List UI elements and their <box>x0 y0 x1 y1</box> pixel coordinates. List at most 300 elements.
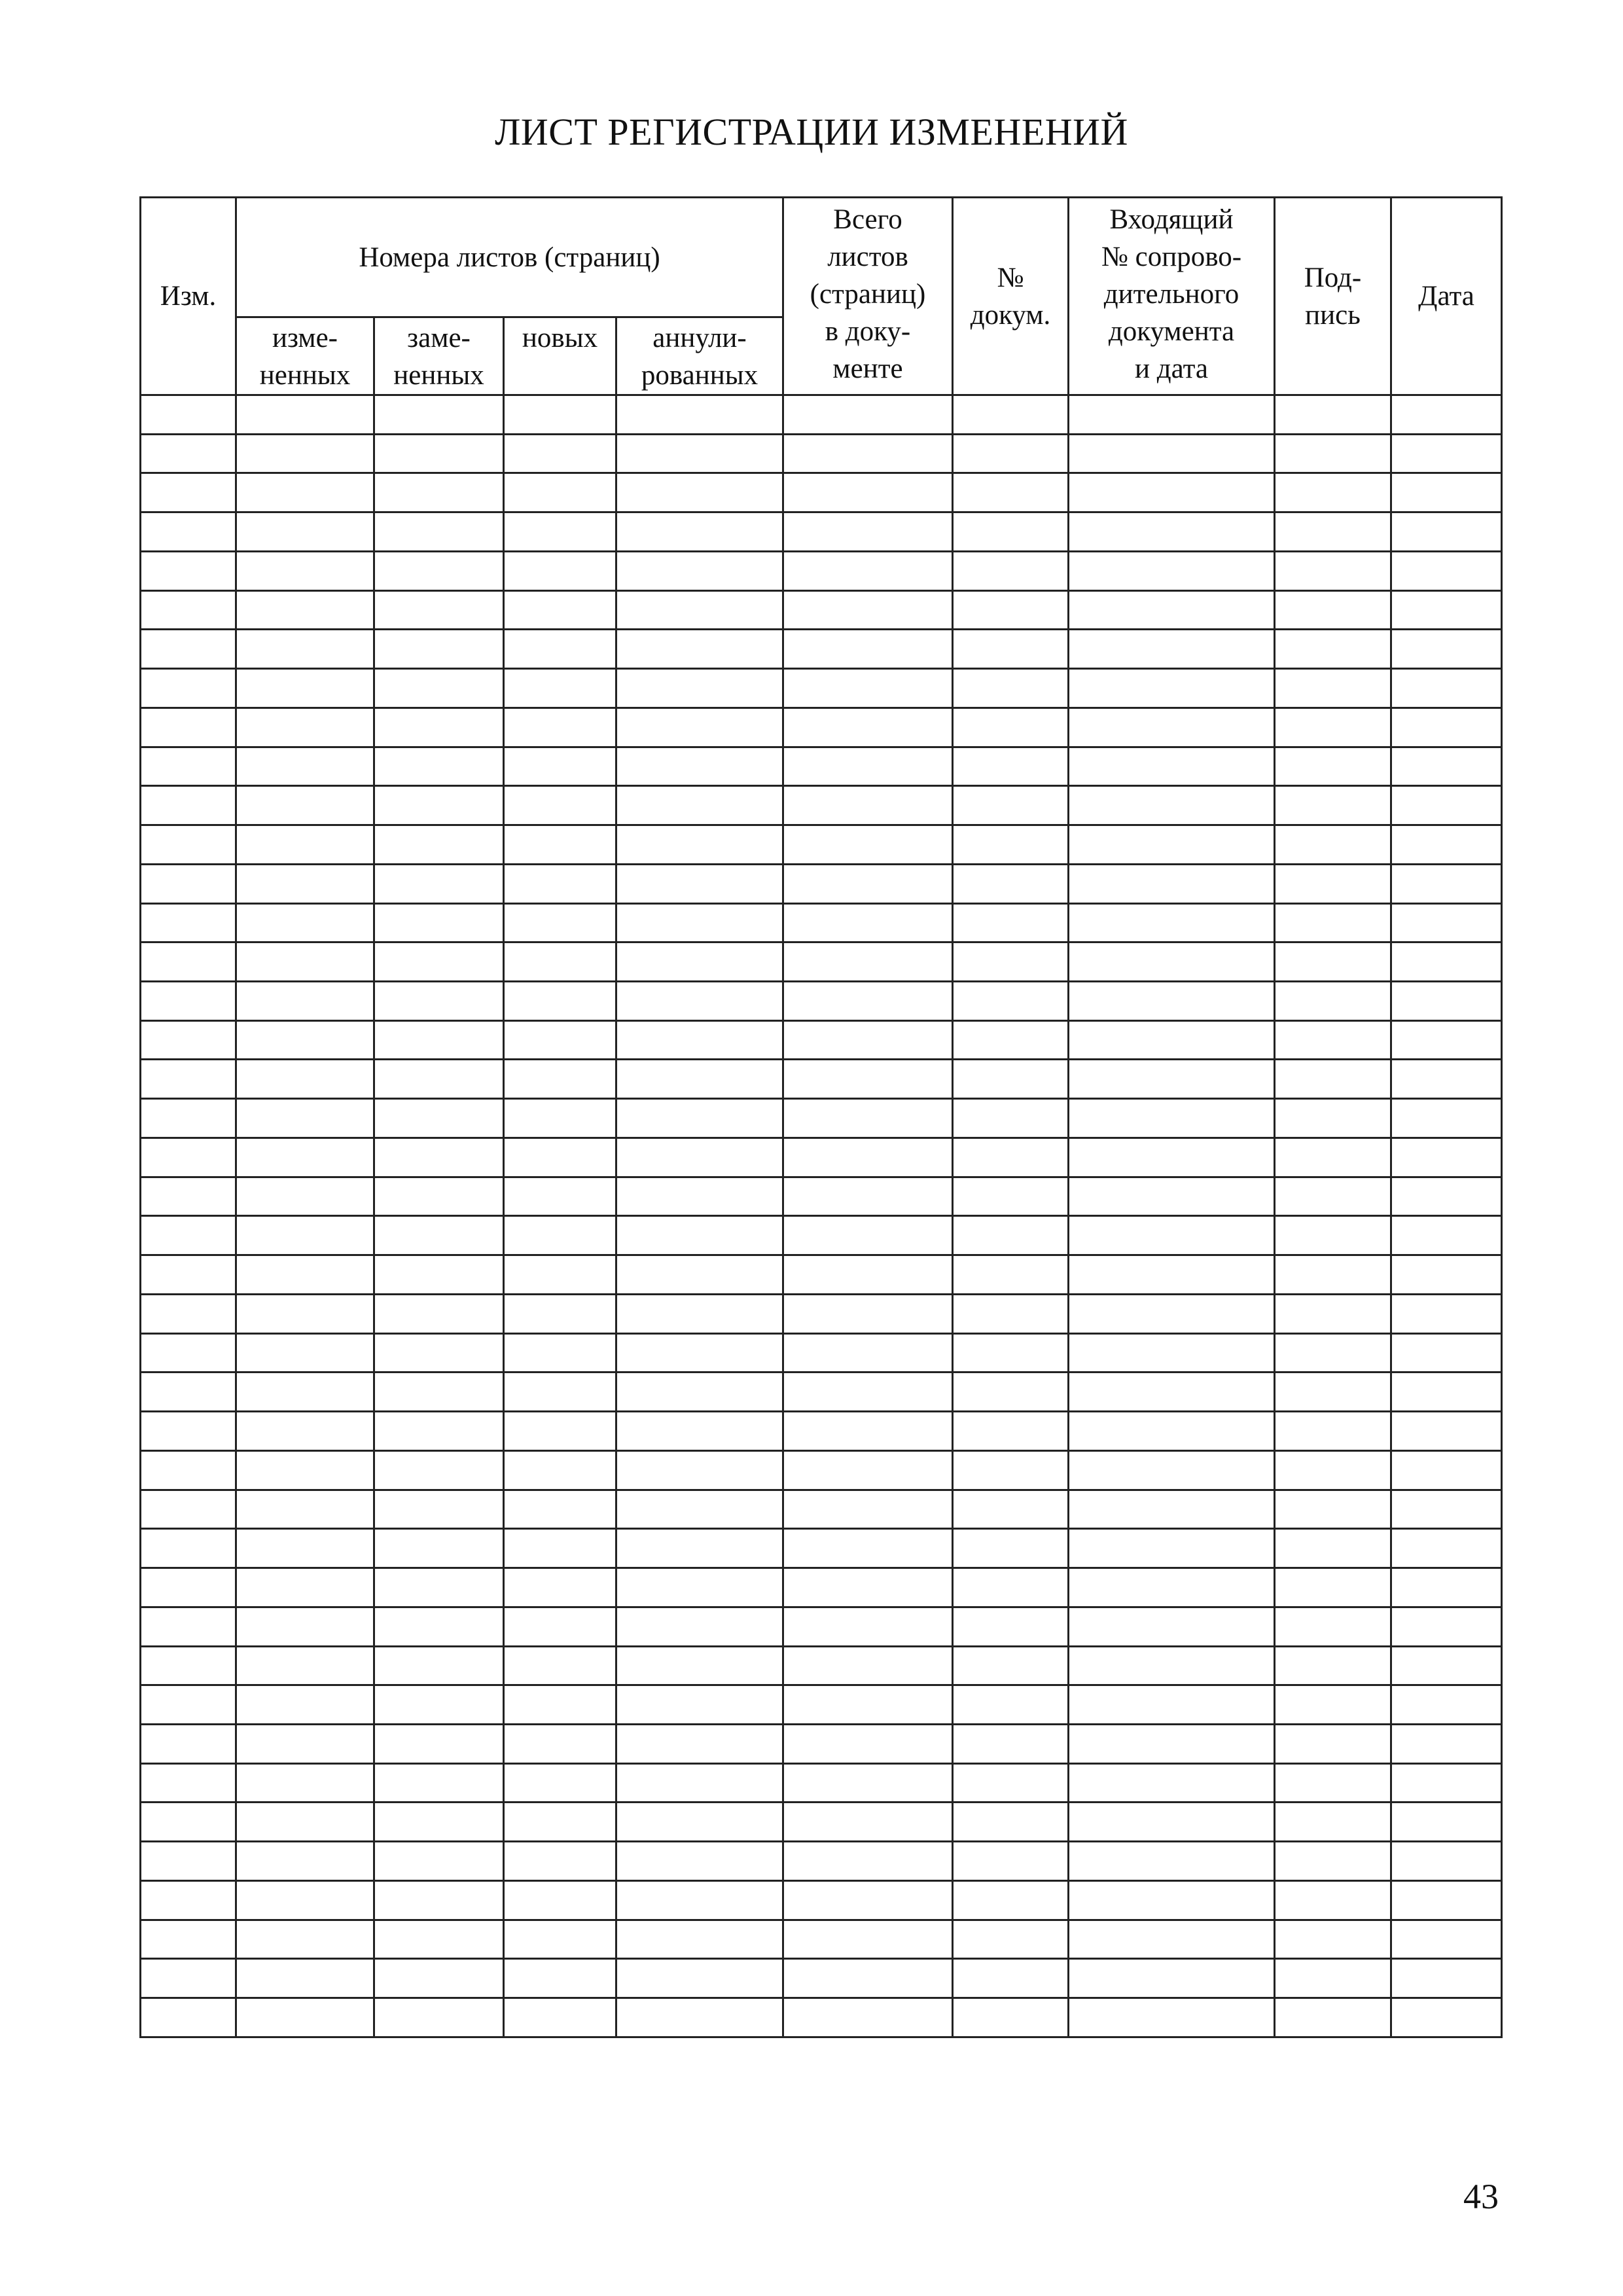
table-cell[interactable] <box>953 1920 1069 1959</box>
table-cell[interactable] <box>616 1255 783 1295</box>
table-cell[interactable] <box>1391 1803 1502 1842</box>
table-cell[interactable] <box>953 1450 1069 1490</box>
table-cell[interactable] <box>374 473 504 512</box>
table-cell[interactable] <box>783 1490 953 1529</box>
table-cell[interactable] <box>616 1177 783 1216</box>
table-cell[interactable] <box>1275 1177 1391 1216</box>
table-cell[interactable] <box>374 395 504 435</box>
table-cell[interactable] <box>504 1646 616 1685</box>
table-cell[interactable] <box>1069 903 1275 942</box>
table-cell[interactable] <box>141 434 236 473</box>
table-cell[interactable] <box>1069 1450 1275 1490</box>
table-cell[interactable] <box>141 747 236 786</box>
table-cell[interactable] <box>374 1685 504 1725</box>
table-cell[interactable] <box>1069 747 1275 786</box>
table-cell[interactable] <box>783 1607 953 1646</box>
table-cell[interactable] <box>504 1568 616 1607</box>
table-cell[interactable] <box>374 1607 504 1646</box>
table-cell[interactable] <box>141 590 236 630</box>
table-cell[interactable] <box>783 1803 953 1842</box>
table-cell[interactable] <box>1069 630 1275 669</box>
table-cell[interactable] <box>616 395 783 435</box>
table-cell[interactable] <box>374 1529 504 1568</box>
table-cell[interactable] <box>953 1998 1069 2037</box>
table-cell[interactable] <box>141 1568 236 1607</box>
table-cell[interactable] <box>374 1959 504 1998</box>
table-cell[interactable] <box>1069 1255 1275 1295</box>
table-cell[interactable] <box>236 551 374 590</box>
table-cell[interactable] <box>616 1490 783 1529</box>
table-cell[interactable] <box>236 1490 374 1529</box>
table-cell[interactable] <box>141 1998 236 2037</box>
table-cell[interactable] <box>374 1216 504 1255</box>
table-cell[interactable] <box>1069 590 1275 630</box>
table-cell[interactable] <box>1275 669 1391 708</box>
table-cell[interactable] <box>1275 1763 1391 1803</box>
table-cell[interactable] <box>953 1099 1069 1138</box>
table-cell[interactable] <box>1275 1060 1391 1099</box>
table-cell[interactable] <box>1275 1138 1391 1177</box>
table-cell[interactable] <box>783 747 953 786</box>
table-cell[interactable] <box>1391 434 1502 473</box>
table-cell[interactable] <box>504 1685 616 1725</box>
table-cell[interactable] <box>374 434 504 473</box>
table-cell[interactable] <box>1069 1724 1275 1763</box>
table-cell[interactable] <box>141 1803 236 1842</box>
table-cell[interactable] <box>616 1998 783 2037</box>
table-cell[interactable] <box>616 1880 783 1920</box>
table-cell[interactable] <box>504 1529 616 1568</box>
table-cell[interactable] <box>953 669 1069 708</box>
table-cell[interactable] <box>1069 551 1275 590</box>
table-cell[interactable] <box>783 1099 953 1138</box>
table-cell[interactable] <box>1391 1959 1502 1998</box>
table-cell[interactable] <box>1391 864 1502 903</box>
table-cell[interactable] <box>953 590 1069 630</box>
table-cell[interactable] <box>616 1803 783 1842</box>
table-cell[interactable] <box>953 1333 1069 1372</box>
table-cell[interactable] <box>1275 1216 1391 1255</box>
table-cell[interactable] <box>1069 1959 1275 1998</box>
table-cell[interactable] <box>1069 1177 1275 1216</box>
table-cell[interactable] <box>953 1060 1069 1099</box>
table-cell[interactable] <box>1069 1333 1275 1372</box>
table-cell[interactable] <box>1275 1333 1391 1372</box>
table-cell[interactable] <box>236 1060 374 1099</box>
table-cell[interactable] <box>141 1412 236 1451</box>
table-cell[interactable] <box>374 1333 504 1372</box>
table-cell[interactable] <box>783 1685 953 1725</box>
table-cell[interactable] <box>1275 1724 1391 1763</box>
table-cell[interactable] <box>1391 1099 1502 1138</box>
table-cell[interactable] <box>1069 864 1275 903</box>
table-cell[interactable] <box>374 1450 504 1490</box>
table-cell[interactable] <box>236 747 374 786</box>
table-cell[interactable] <box>141 1372 236 1412</box>
table-cell[interactable] <box>236 1020 374 1060</box>
table-cell[interactable] <box>504 630 616 669</box>
table-cell[interactable] <box>616 1060 783 1099</box>
table-cell[interactable] <box>141 1490 236 1529</box>
table-cell[interactable] <box>1275 1607 1391 1646</box>
table-cell[interactable] <box>141 1529 236 1568</box>
table-cell[interactable] <box>374 786 504 825</box>
table-cell[interactable] <box>141 1959 236 1998</box>
table-cell[interactable] <box>616 1372 783 1412</box>
table-cell[interactable] <box>236 395 374 435</box>
table-cell[interactable] <box>374 825 504 865</box>
table-cell[interactable] <box>616 1138 783 1177</box>
table-cell[interactable] <box>953 1294 1069 1333</box>
table-cell[interactable] <box>1069 473 1275 512</box>
table-cell[interactable] <box>141 473 236 512</box>
table-cell[interactable] <box>953 630 1069 669</box>
table-cell[interactable] <box>1391 1568 1502 1607</box>
table-cell[interactable] <box>1275 434 1391 473</box>
table-cell[interactable] <box>953 786 1069 825</box>
table-cell[interactable] <box>141 1255 236 1295</box>
table-cell[interactable] <box>953 1803 1069 1842</box>
table-cell[interactable] <box>1069 1099 1275 1138</box>
table-cell[interactable] <box>374 864 504 903</box>
table-cell[interactable] <box>1069 1763 1275 1803</box>
table-cell[interactable] <box>616 669 783 708</box>
table-cell[interactable] <box>236 1803 374 1842</box>
table-cell[interactable] <box>953 473 1069 512</box>
table-cell[interactable] <box>616 1333 783 1372</box>
table-cell[interactable] <box>783 1060 953 1099</box>
table-cell[interactable] <box>953 1646 1069 1685</box>
table-cell[interactable] <box>616 982 783 1021</box>
table-cell[interactable] <box>1275 786 1391 825</box>
table-cell[interactable] <box>953 864 1069 903</box>
table-cell[interactable] <box>504 1177 616 1216</box>
table-cell[interactable] <box>504 982 616 1021</box>
table-cell[interactable] <box>504 1099 616 1138</box>
table-cell[interactable] <box>1391 942 1502 982</box>
table-cell[interactable] <box>374 1646 504 1685</box>
table-cell[interactable] <box>236 1646 374 1685</box>
table-cell[interactable] <box>783 669 953 708</box>
table-cell[interactable] <box>1275 1529 1391 1568</box>
table-cell[interactable] <box>504 825 616 865</box>
table-cell[interactable] <box>1275 1803 1391 1842</box>
table-cell[interactable] <box>1275 903 1391 942</box>
table-cell[interactable] <box>783 708 953 747</box>
table-cell[interactable] <box>783 551 953 590</box>
table-cell[interactable] <box>616 1099 783 1138</box>
table-cell[interactable] <box>236 1138 374 1177</box>
table-cell[interactable] <box>504 1333 616 1372</box>
table-cell[interactable] <box>236 630 374 669</box>
table-cell[interactable] <box>1275 1099 1391 1138</box>
table-cell[interactable] <box>783 512 953 552</box>
table-cell[interactable] <box>504 1959 616 1998</box>
table-cell[interactable] <box>616 1646 783 1685</box>
table-cell[interactable] <box>236 982 374 1021</box>
table-cell[interactable] <box>783 1333 953 1372</box>
table-cell[interactable] <box>616 1685 783 1725</box>
table-cell[interactable] <box>1391 1763 1502 1803</box>
table-cell[interactable] <box>616 825 783 865</box>
table-cell[interactable] <box>1391 903 1502 942</box>
table-cell[interactable] <box>374 903 504 942</box>
table-cell[interactable] <box>1391 747 1502 786</box>
table-cell[interactable] <box>504 1607 616 1646</box>
table-cell[interactable] <box>141 825 236 865</box>
table-cell[interactable] <box>1069 1880 1275 1920</box>
table-cell[interactable] <box>141 1763 236 1803</box>
table-cell[interactable] <box>1391 825 1502 865</box>
table-cell[interactable] <box>236 786 374 825</box>
table-cell[interactable] <box>1069 708 1275 747</box>
table-cell[interactable] <box>236 825 374 865</box>
table-cell[interactable] <box>141 1646 236 1685</box>
table-cell[interactable] <box>953 551 1069 590</box>
table-cell[interactable] <box>953 1568 1069 1607</box>
table-cell[interactable] <box>504 1450 616 1490</box>
table-cell[interactable] <box>141 1216 236 1255</box>
table-cell[interactable] <box>616 708 783 747</box>
table-cell[interactable] <box>504 395 616 435</box>
table-cell[interactable] <box>504 1255 616 1295</box>
table-cell[interactable] <box>374 1060 504 1099</box>
table-cell[interactable] <box>1275 551 1391 590</box>
table-cell[interactable] <box>1391 1450 1502 1490</box>
table-cell[interactable] <box>953 708 1069 747</box>
table-cell[interactable] <box>236 434 374 473</box>
table-cell[interactable] <box>783 1255 953 1295</box>
table-cell[interactable] <box>783 1529 953 1568</box>
table-cell[interactable] <box>1069 1020 1275 1060</box>
table-cell[interactable] <box>504 747 616 786</box>
table-cell[interactable] <box>1069 1294 1275 1333</box>
table-cell[interactable] <box>953 1177 1069 1216</box>
table-cell[interactable] <box>1275 512 1391 552</box>
table-cell[interactable] <box>1069 1998 1275 2037</box>
table-cell[interactable] <box>1069 1060 1275 1099</box>
table-cell[interactable] <box>616 1450 783 1490</box>
table-cell[interactable] <box>141 1607 236 1646</box>
table-cell[interactable] <box>783 434 953 473</box>
table-cell[interactable] <box>953 825 1069 865</box>
table-cell[interactable] <box>616 1568 783 1607</box>
table-cell[interactable] <box>616 1020 783 1060</box>
table-cell[interactable] <box>141 1020 236 1060</box>
table-cell[interactable] <box>1391 1607 1502 1646</box>
table-cell[interactable] <box>141 630 236 669</box>
table-cell[interactable] <box>783 786 953 825</box>
table-cell[interactable] <box>783 1842 953 1881</box>
table-cell[interactable] <box>953 1216 1069 1255</box>
table-cell[interactable] <box>616 1529 783 1568</box>
table-cell[interactable] <box>504 1763 616 1803</box>
table-cell[interactable] <box>783 864 953 903</box>
table-cell[interactable] <box>616 1842 783 1881</box>
table-cell[interactable] <box>783 1216 953 1255</box>
table-cell[interactable] <box>141 1685 236 1725</box>
table-cell[interactable] <box>1069 1216 1275 1255</box>
table-cell[interactable] <box>616 1724 783 1763</box>
table-cell[interactable] <box>1391 1880 1502 1920</box>
table-cell[interactable] <box>141 1333 236 1372</box>
table-cell[interactable] <box>1391 1333 1502 1372</box>
table-cell[interactable] <box>374 1880 504 1920</box>
table-cell[interactable] <box>616 1412 783 1451</box>
table-cell[interactable] <box>783 1412 953 1451</box>
table-cell[interactable] <box>1069 942 1275 982</box>
table-cell[interactable] <box>374 1138 504 1177</box>
table-cell[interactable] <box>1069 1920 1275 1959</box>
table-cell[interactable] <box>953 434 1069 473</box>
table-cell[interactable] <box>616 434 783 473</box>
table-cell[interactable] <box>783 1724 953 1763</box>
table-cell[interactable] <box>504 1880 616 1920</box>
table-cell[interactable] <box>1275 1020 1391 1060</box>
table-cell[interactable] <box>141 1099 236 1138</box>
table-cell[interactable] <box>236 1998 374 2037</box>
table-cell[interactable] <box>504 1138 616 1177</box>
table-cell[interactable] <box>1275 708 1391 747</box>
table-cell[interactable] <box>616 630 783 669</box>
table-cell[interactable] <box>953 1412 1069 1451</box>
table-cell[interactable] <box>141 942 236 982</box>
table-cell[interactable] <box>236 1372 374 1412</box>
table-cell[interactable] <box>953 395 1069 435</box>
table-cell[interactable] <box>374 1255 504 1295</box>
table-cell[interactable] <box>374 512 504 552</box>
table-cell[interactable] <box>1275 1646 1391 1685</box>
table-cell[interactable] <box>953 1020 1069 1060</box>
table-cell[interactable] <box>374 590 504 630</box>
table-cell[interactable] <box>1391 1372 1502 1412</box>
table-cell[interactable] <box>236 669 374 708</box>
table-cell[interactable] <box>953 1724 1069 1763</box>
table-cell[interactable] <box>1391 1294 1502 1333</box>
table-cell[interactable] <box>374 630 504 669</box>
table-cell[interactable] <box>504 786 616 825</box>
table-cell[interactable] <box>236 1412 374 1451</box>
table-cell[interactable] <box>616 1607 783 1646</box>
table-cell[interactable] <box>1391 395 1502 435</box>
table-cell[interactable] <box>504 1412 616 1451</box>
table-cell[interactable] <box>616 942 783 982</box>
table-cell[interactable] <box>1391 1529 1502 1568</box>
table-cell[interactable] <box>141 982 236 1021</box>
table-cell[interactable] <box>141 786 236 825</box>
table-cell[interactable] <box>141 1138 236 1177</box>
table-cell[interactable] <box>953 1490 1069 1529</box>
table-cell[interactable] <box>1275 942 1391 982</box>
table-cell[interactable] <box>1275 590 1391 630</box>
table-cell[interactable] <box>141 669 236 708</box>
table-cell[interactable] <box>236 903 374 942</box>
table-cell[interactable] <box>504 434 616 473</box>
table-cell[interactable] <box>504 1294 616 1333</box>
table-cell[interactable] <box>1391 708 1502 747</box>
table-cell[interactable] <box>236 1763 374 1803</box>
table-cell[interactable] <box>1069 1607 1275 1646</box>
table-cell[interactable] <box>236 1294 374 1333</box>
table-cell[interactable] <box>504 1490 616 1529</box>
table-cell[interactable] <box>783 630 953 669</box>
table-cell[interactable] <box>374 747 504 786</box>
table-cell[interactable] <box>1275 1255 1391 1295</box>
table-cell[interactable] <box>1275 1450 1391 1490</box>
table-cell[interactable] <box>236 1920 374 1959</box>
table-cell[interactable] <box>236 1568 374 1607</box>
table-cell[interactable] <box>374 1372 504 1412</box>
table-cell[interactable] <box>953 747 1069 786</box>
table-cell[interactable] <box>783 942 953 982</box>
table-cell[interactable] <box>504 473 616 512</box>
table-cell[interactable] <box>1275 825 1391 865</box>
table-cell[interactable] <box>1391 982 1502 1021</box>
table-cell[interactable] <box>1391 1177 1502 1216</box>
table-cell[interactable] <box>953 1763 1069 1803</box>
table-cell[interactable] <box>783 1880 953 1920</box>
table-cell[interactable] <box>1391 1060 1502 1099</box>
table-cell[interactable] <box>1275 864 1391 903</box>
table-cell[interactable] <box>783 1138 953 1177</box>
table-cell[interactable] <box>141 1450 236 1490</box>
table-cell[interactable] <box>783 1959 953 1998</box>
table-cell[interactable] <box>783 1294 953 1333</box>
table-cell[interactable] <box>953 512 1069 552</box>
table-cell[interactable] <box>1391 1685 1502 1725</box>
table-cell[interactable] <box>953 1255 1069 1295</box>
table-cell[interactable] <box>141 708 236 747</box>
table-cell[interactable] <box>236 1724 374 1763</box>
table-cell[interactable] <box>1275 1842 1391 1881</box>
table-cell[interactable] <box>616 551 783 590</box>
table-cell[interactable] <box>504 1060 616 1099</box>
table-cell[interactable] <box>783 1177 953 1216</box>
table-cell[interactable] <box>1275 630 1391 669</box>
table-cell[interactable] <box>953 982 1069 1021</box>
table-cell[interactable] <box>374 1842 504 1881</box>
table-cell[interactable] <box>236 708 374 747</box>
table-cell[interactable] <box>1275 395 1391 435</box>
table-cell[interactable] <box>616 903 783 942</box>
table-cell[interactable] <box>141 1294 236 1333</box>
table-cell[interactable] <box>953 1842 1069 1881</box>
table-cell[interactable] <box>1391 1020 1502 1060</box>
table-cell[interactable] <box>141 1060 236 1099</box>
table-cell[interactable] <box>374 1020 504 1060</box>
table-cell[interactable] <box>504 708 616 747</box>
table-cell[interactable] <box>504 1216 616 1255</box>
table-cell[interactable] <box>504 864 616 903</box>
table-cell[interactable] <box>953 1372 1069 1412</box>
table-cell[interactable] <box>141 1880 236 1920</box>
table-cell[interactable] <box>374 708 504 747</box>
table-cell[interactable] <box>141 864 236 903</box>
table-cell[interactable] <box>141 551 236 590</box>
table-cell[interactable] <box>1275 1568 1391 1607</box>
table-cell[interactable] <box>783 1920 953 1959</box>
table-cell[interactable] <box>616 1959 783 1998</box>
table-cell[interactable] <box>783 1020 953 1060</box>
table-cell[interactable] <box>1391 512 1502 552</box>
table-cell[interactable] <box>1391 1216 1502 1255</box>
table-cell[interactable] <box>1391 1412 1502 1451</box>
table-cell[interactable] <box>1391 1138 1502 1177</box>
table-cell[interactable] <box>236 1216 374 1255</box>
table-cell[interactable] <box>616 473 783 512</box>
table-cell[interactable] <box>504 1372 616 1412</box>
table-cell[interactable] <box>141 1724 236 1763</box>
